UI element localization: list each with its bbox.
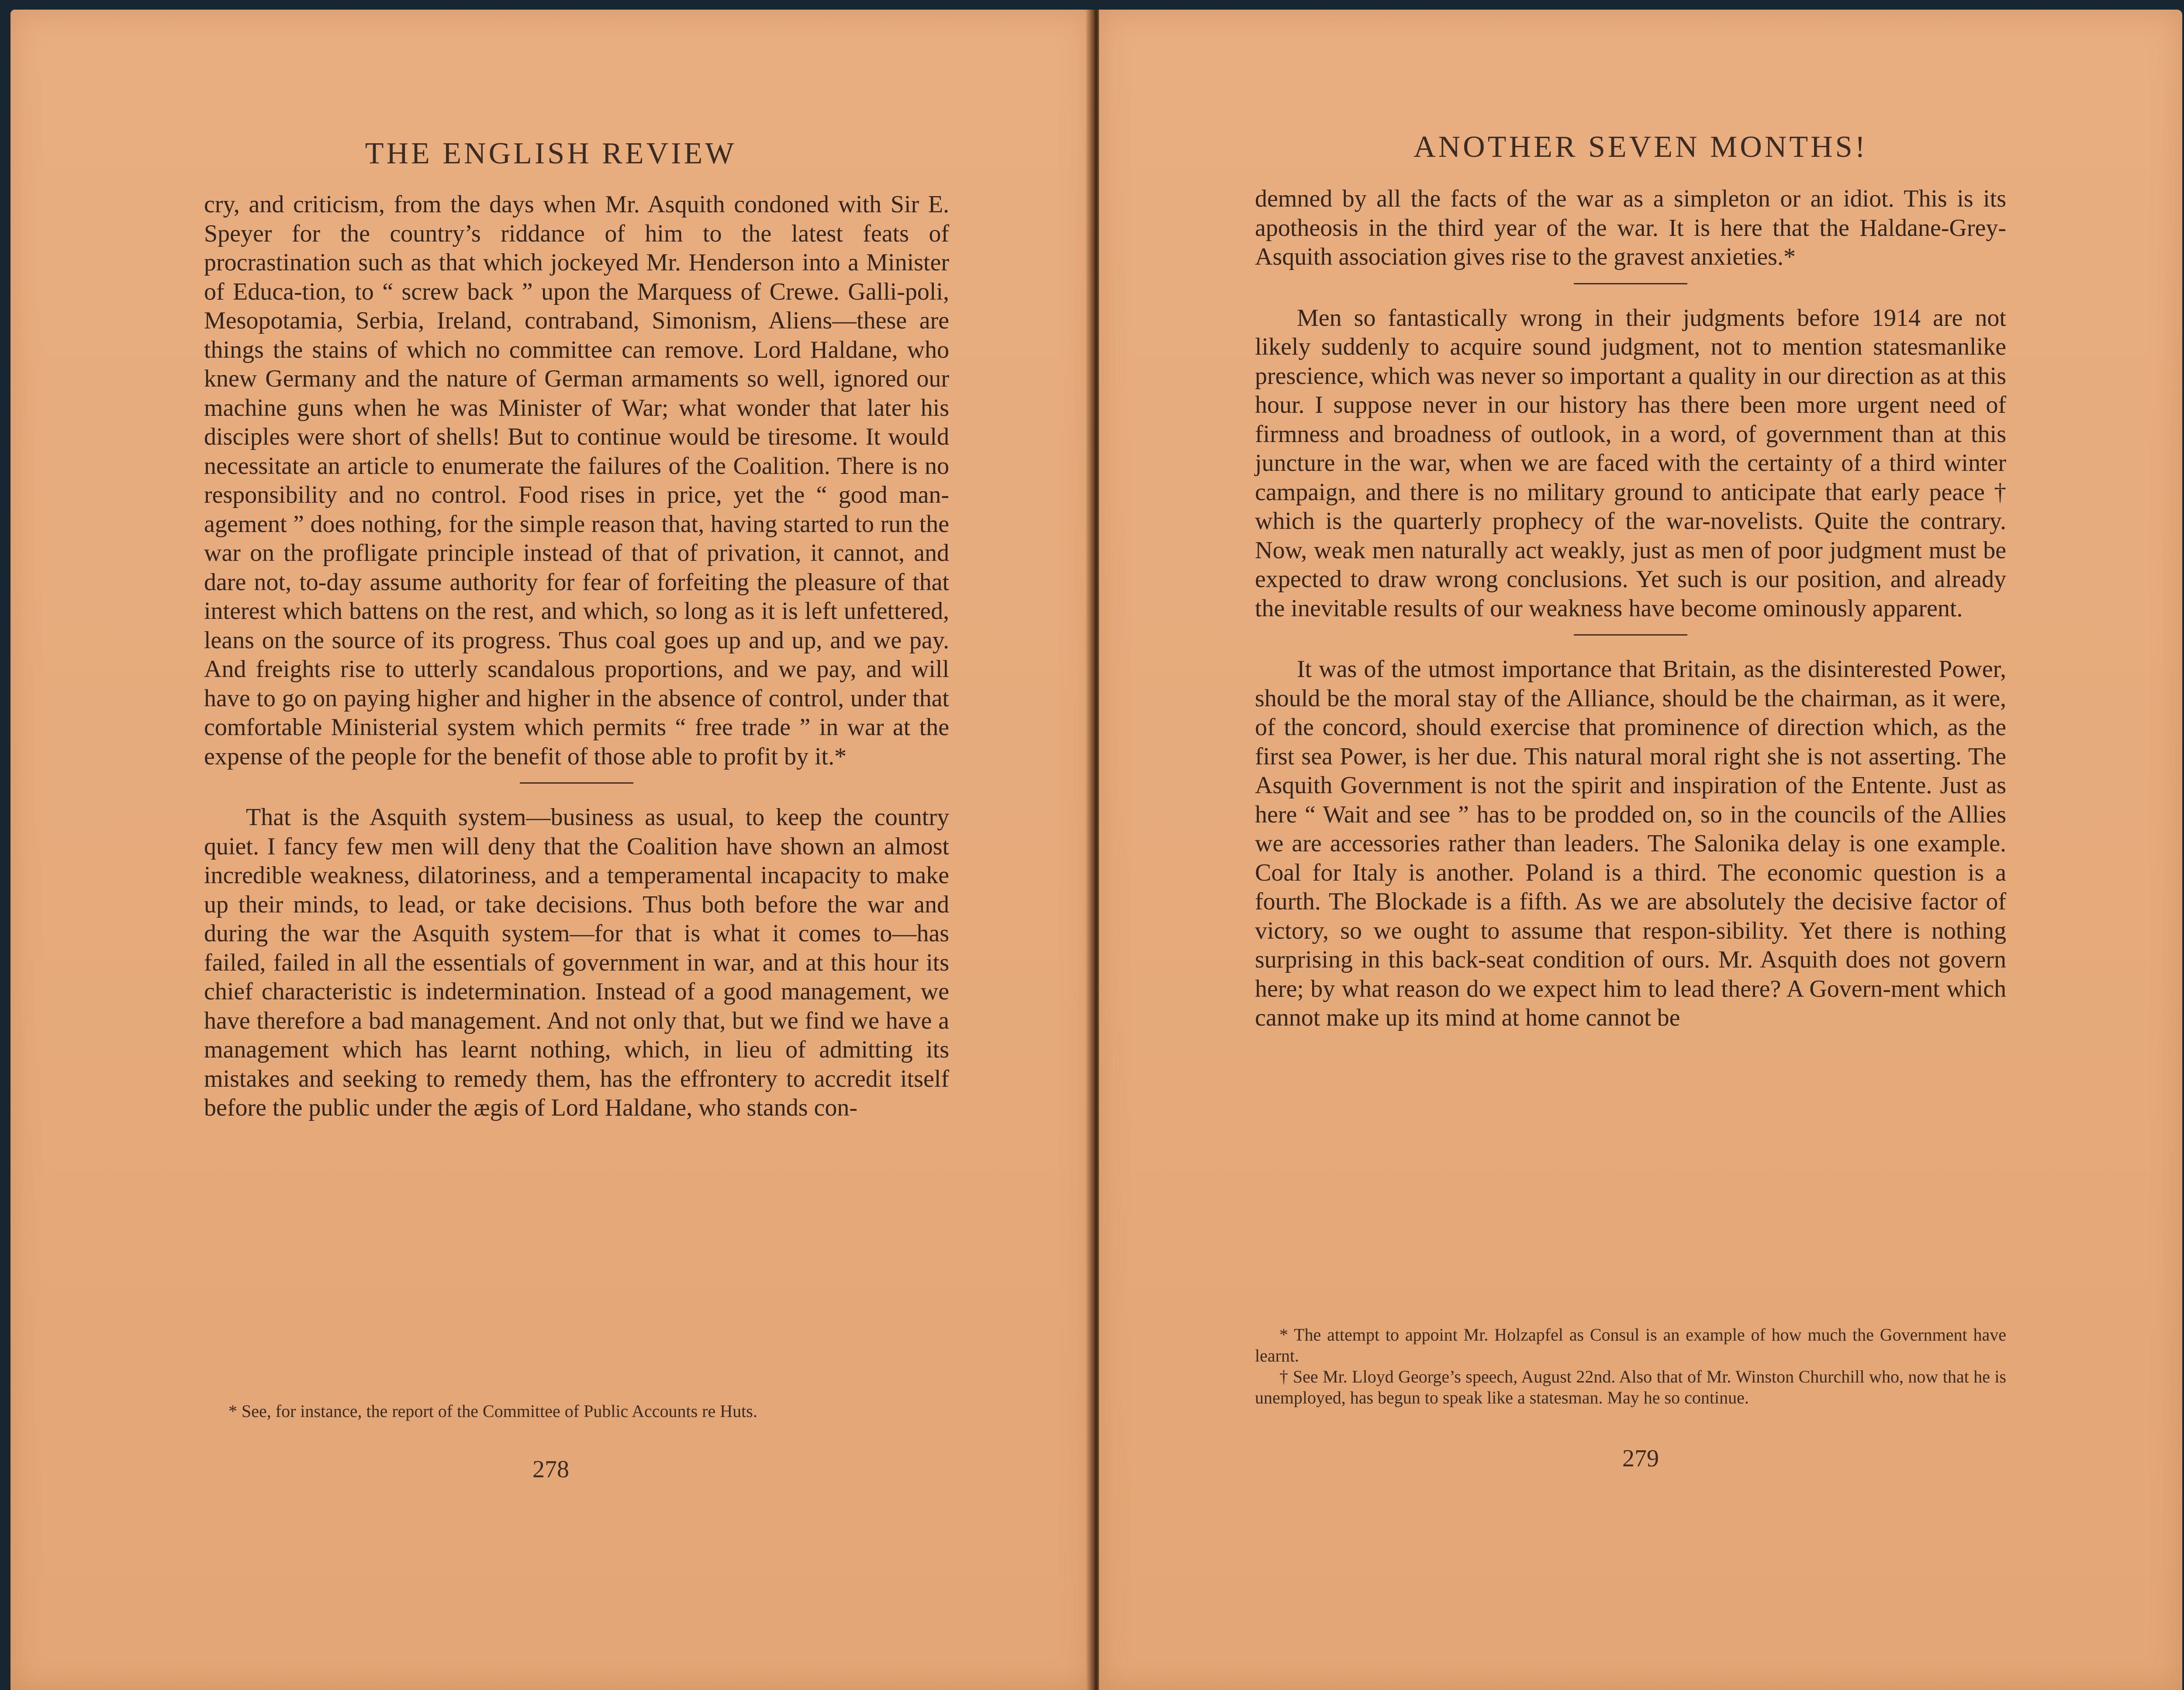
paragraph: cry, and criticism, from the days when Mr. Asquith condoned with Sir E. Speyer for the country’s riddance of him to the latest feats of procrastination such as that which jockeyed Mr. Henderson into a Minister of Educa-tion, to “ screw back ” upon the Marquess of Crewe. Galli-poli, Mesopotamia, Serbia, Ireland, contraband, Simonism, Aliens—these are things the stains of which no committee can remove. Lord Haldane, who knew Germany and the nature of German armaments so well, ignored our machine guns when he was Minister of War; what wonder that later his disciples were short of shells! But to continue would be tiresome. It would necessitate an article to enumerate the failures of the Coalition. There is no responsibility and no control. Food rises in price, yet the “ good man-agement ” does nothing, for the simple reason that, having started to run the war on the profligate principle instead of that of privation, it cannot, and dare not, to-day assume authority for fear of forfeiting the pleasure of that interest which battens on the rest, and which, so long as it is left unfettered, leans on the source of its progress. Thus coal goes up and up, and we pay. And freights rise to utterly scandalous proportions, and we pay, and will have to go on paying higher and higher in the absence of control, under that comfortable Ministerial system which permits “ free trade ” in war at the expense of the people for the benefit of those able to profit by it.*: [204, 191, 949, 770]
footnote: * The attempt to appoint Mr. Holzapfel as Consul is an example of how much the Government have learnt.: [1255, 1325, 2006, 1365]
running-head: ANOTHER SEVEN MONTHS!: [1413, 130, 1868, 164]
section-divider: [1574, 283, 1687, 284]
paragraph: That is the Asquith system—business as usual, to keep the country quiet. I fancy few men will deny that the Coalition have shown an almost incredible weakness, dilatoriness, and a temperamental incapacity to make up their minds, to lead, or take decisions. Thus both before the war and during the war the Asquith system—for that is what it comes to—has failed, failed in all the essentials of government in war, and at this hour its chief characteristic is indetermination. Instead of a good management, we have therefore a bad management. And not only that, but we find we have a management which has learnt nothing, which, in lieu of admitting its mistakes and seeking to remedy them, has the effrontery to accredit itself before the public under the ægis of Lord Haldane, who stands con-: [204, 804, 949, 1121]
paragraph: It was of the utmost importance that Britain, as the disinterested Power, should be the moral stay of the Alliance, should be the chairman, as it were, of the concord, should exercise that prominence of direction which, as the first sea Power, is her due. This natural moral right she is not asserting. The Asquith Government is not the spirit and inspiration of the Entente. Just as here “ Wait and see ” has to be prodded on, so in the councils of the Allies we are accessories rather than leaders. The Salonika delay is one example. Coal for Italy is another. Poland is a third. The economic question is a fourth. The Blockade is a fifth. As we are absolutely the decisive factor of victory, so we ought to assume that respon-sibility. Yet there is nothing surprising in this back-seat condition of ours. Mr. Asquith does not govern here; by what reason do we expect him to lead there? A Govern-ment which cannot make up its mind at home cannot be: [1255, 656, 2006, 1031]
right-page: [1099, 10, 2182, 1690]
page-number: 279: [1622, 1445, 1659, 1472]
page-number: 278: [532, 1456, 569, 1483]
right-body-text: [1255, 184, 2006, 1033]
footnote: † See Mr. Lloyd George’s speech, August 22nd. Also that of Mr. Winston Churchill who, now that he is unemployed, has begun to speak like a statesman. May he so continue.: [1255, 1367, 2006, 1407]
paragraph: demned by all the facts of the war as a simpleton or an idiot. This is its apotheosis in the third year of the war. It is here that the Haldane-Grey-Asquith association gives rise to the gravest anxieties.*: [1255, 185, 2006, 270]
left-body-text: [204, 190, 949, 1123]
footnote: * See, for instance, the report of the Committee of Public Accounts re Huts.: [228, 1401, 757, 1421]
right-footnotes: [1255, 1324, 2006, 1408]
left-page: [10, 10, 1091, 1690]
section-divider: [1574, 634, 1687, 636]
section-divider: [520, 782, 633, 784]
paragraph: Men so fantastically wrong in their judgments before 1914 are not likely suddenly to acquire sound judgment, not to mention statesmanlike prescience, which was never so important a quality in our direction as at this hour. I suppose never in our history has there been more urgent need of firmness and broadness of outlook, in a word, of government than at this juncture in the war, when we are faced with the certainty of a third winter campaign, and there is no military ground to anticipate that early peace † which is the quarterly prophecy of the war-novelists. Quite the contrary. Now, weak men naturally act weakly, just as men of poor judgment must be expected to draw wrong conclusions. Yet such is our position, and already the inevitable results of our weakness have become ominously apparent.: [1255, 304, 2006, 622]
left-footnotes: [204, 1401, 949, 1422]
running-head: THE ENGLISH REVIEW: [365, 137, 737, 170]
